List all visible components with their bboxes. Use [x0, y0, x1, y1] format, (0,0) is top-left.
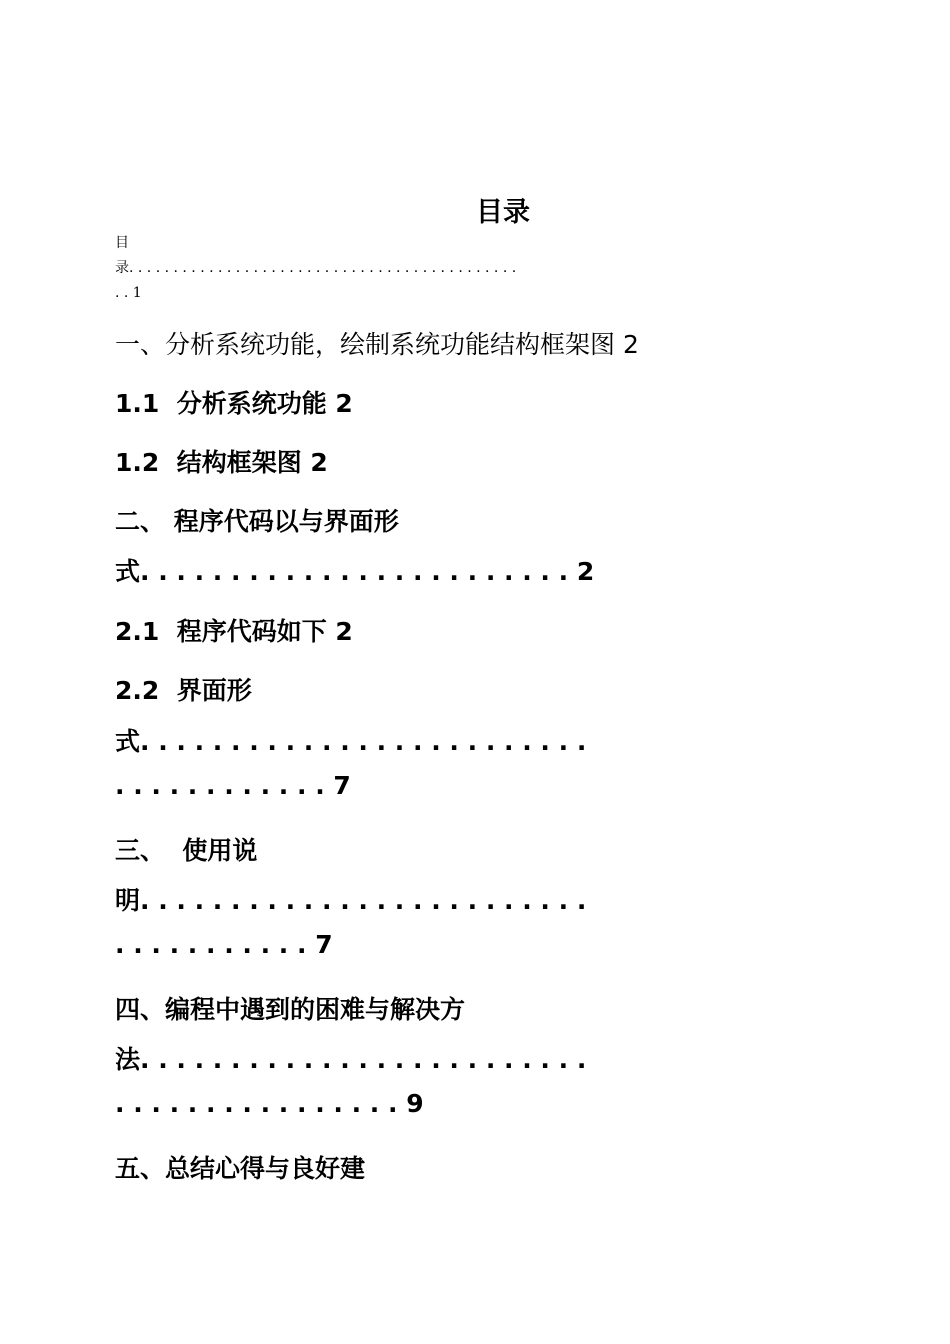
toc-entry-2-line-1: 二、 程序代码以与界面形	[115, 507, 399, 536]
toc-entry-1-1: 1.1 分析系统功能 2	[115, 389, 353, 418]
toc-self-line-2: 录. . . . . . . . . . . . . . . . . . . . . . . . . . . . . . . . . . . . . . . . . . . .	[115, 260, 517, 276]
toc-entry-2-2-line-1: 2.2 界面形	[115, 676, 252, 705]
toc-entry-2-2-line-2: 式. . . . . . . . . . . . . . . . . . . . . . . . .	[115, 727, 587, 756]
toc-entry-1: 一、分析系统功能，绘制系统功能结构框架图 2	[115, 330, 639, 359]
toc-entry-2-2-line-3: . . . . . . . . . . . . 7	[115, 771, 351, 800]
toc-heading: 目录	[476, 197, 530, 228]
toc-entry-4-line-3: . . . . . . . . . . . . . . . . 9	[115, 1089, 424, 1118]
toc-entry-3-line-2: 明. . . . . . . . . . . . . . . . . . . . . . . . .	[115, 886, 587, 915]
toc-entry-1-2: 1.2 结构框架图 2	[115, 448, 328, 477]
toc-self-line-3: . . 1	[115, 285, 142, 301]
toc-entry-2-line-2: 式. . . . . . . . . . . . . . . . . . . . . . . . 2	[115, 557, 595, 586]
toc-entry-5-line-1: 五、总结心得与良好建	[115, 1154, 366, 1183]
toc-entry-4-line-2: 法. . . . . . . . . . . . . . . . . . . . . . . . .	[115, 1045, 587, 1074]
toc-entry-3-line-3: . . . . . . . . . . . 7	[115, 930, 333, 959]
toc-entry-3-line-1: 三、 使用说	[115, 836, 258, 865]
toc-entry-2-1: 2.1 程序代码如下 2	[115, 617, 353, 646]
toc-self-line-1: 目	[115, 235, 129, 251]
toc-entry-4-line-1: 四、编程中遇到的困难与解决方	[115, 995, 466, 1024]
